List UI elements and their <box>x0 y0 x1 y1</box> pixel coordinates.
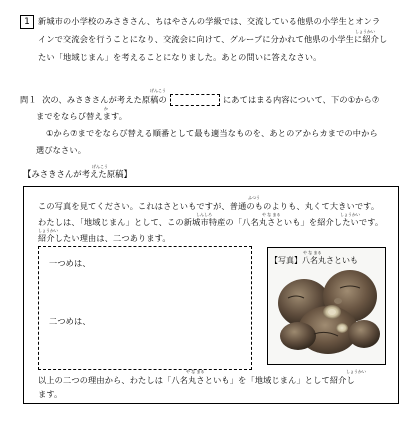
reason-2-label: 二つめは、 <box>49 316 91 326</box>
question-line-1 <box>20 94 379 106</box>
question-line-4: 選びなさい。 <box>36 145 87 155</box>
ruby-narabikae: か <box>104 106 108 111</box>
closing-line-2: ます。 <box>38 389 63 399</box>
intro-line-1: 新城市の小学校のみさきさん、ちはやさんの学級では、交流している他県の小学生とオンラ <box>38 16 381 26</box>
photo-caption: 【写真】八名丸さといも <box>270 256 358 265</box>
reason-1-label: 一つめは、 <box>49 258 91 268</box>
ruby-shinshiro: しんしろ <box>196 212 212 217</box>
question-line-3: ①から⑦までをならび替える順番として最も適当なものを、あとのアからカまでの中から <box>46 128 378 138</box>
manuscript-line-2: わたしは、「地域じまん」として、この新城市特産の「八名丸さといも」を紹介したいです。 <box>38 217 384 227</box>
question-text-1b: にあてはまる内容について、下の①から⑦ <box>222 94 380 105</box>
intro-line-2: インで交流会を行うことになり、交流会に向けて、グループに分かれて他県の小学生に紹介し <box>38 34 388 44</box>
ruby-genkou: げんこう <box>150 88 166 93</box>
manuscript-line-1: この写真を見てください。これはさといもですが、普通のものよりも、丸くて大きいです。 <box>38 201 380 211</box>
manuscript-line-3: 紹介したい理由は、二つあります。 <box>38 233 171 243</box>
ruby-yana-2: や な まる <box>186 369 205 374</box>
closing-line-1: 以上の二つの理由から、わたしは「八名丸さといも」を「地域じまん」として紹介し <box>38 375 355 385</box>
ruby-shoukai-1: しょうかい <box>355 29 375 34</box>
ruby-futsuu: ふつう <box>248 195 260 200</box>
ruby-yana-1: や な まる <box>262 212 281 217</box>
question-text-1a: 次の、みさきさんが考えた原稿の <box>42 94 167 105</box>
question-label: 問１ <box>20 94 37 105</box>
intro-line-3: たい「地域じまん」を考えることになりました。あとの問いに答えなさい。 <box>38 52 322 62</box>
ruby-shoukai-4: しょうかい <box>346 369 366 374</box>
question-number: 1 <box>24 17 30 27</box>
ruby-genkou-2: げんこう <box>92 164 108 169</box>
ruby-shoukai-2: しょうかい <box>340 212 360 217</box>
ruby-yana-photo: や な まる <box>303 250 322 255</box>
ruby-shoukai-3: しょうかい <box>38 228 58 233</box>
section-title: 【みさきさんが考えた原稿】 <box>23 169 132 179</box>
question-line-2: までをならび替えます。 <box>36 111 128 121</box>
blank-box <box>170 94 220 106</box>
question-number-box <box>20 15 34 29</box>
